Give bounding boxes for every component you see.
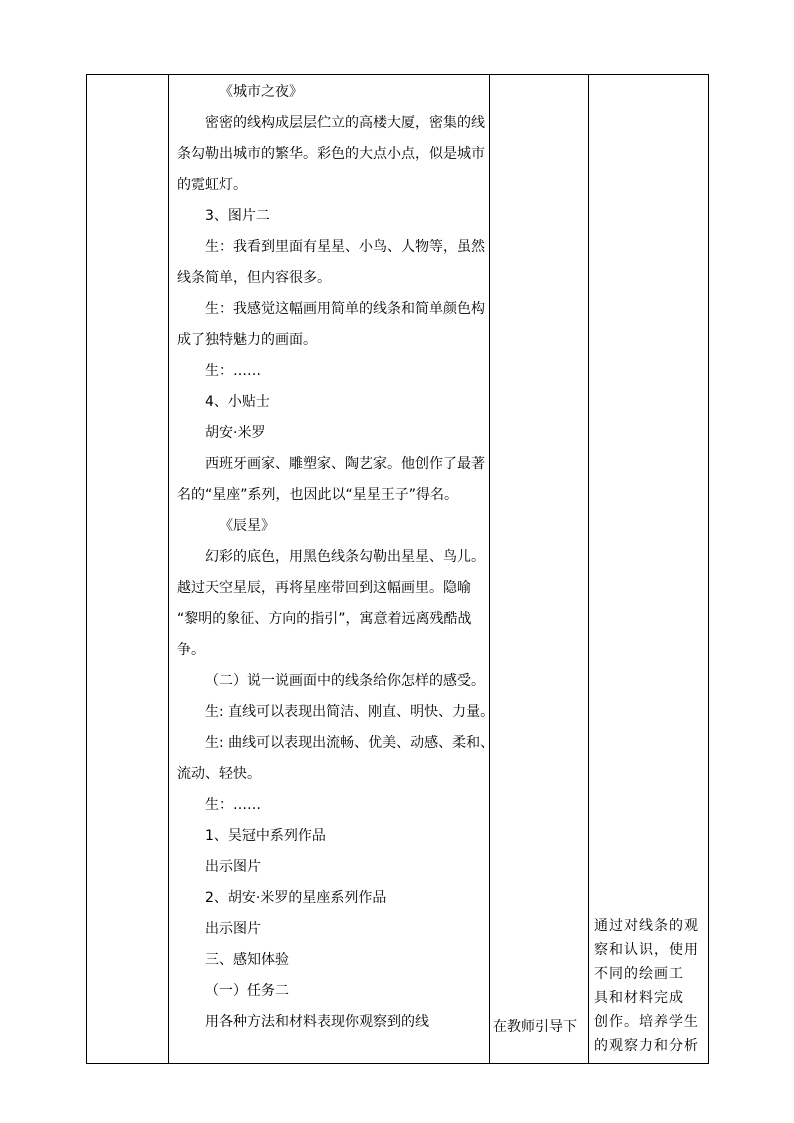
blank-cell [87,75,169,1064]
text-line: 生: 直线可以表现出简洁、刚直、明快、力量。 [205,704,495,720]
text-line: 幻彩的底色，用黑色线条勾勒出星星、鸟儿。 [205,549,485,565]
design-intent-line: 创作。培养学生 [594,1014,699,1030]
text-line: 成了独特魅力的画面。 [177,332,317,348]
text-line: 出示图片 [205,921,261,937]
text-line: 条勾勒出城市的繁华。彩色的大点小点，似是城市 [177,146,485,162]
teaching-process-content [169,75,495,1065]
design-intent-line: 具和材料完成 [594,990,684,1006]
text-line: 流动、轻快。 [177,766,261,782]
text-line: 《辰星》 [219,518,275,534]
text-line: 《城市之夜》 [219,84,303,100]
text-line: 4、小贴士 [205,394,270,410]
text-line: 生：…… [205,363,261,379]
text-line: 争。 [177,642,205,658]
design-intent-line: 不同的绘画工 [594,966,684,982]
text-line: 西班牙画家、雕塑家、陶艺家。他创作了最著 [205,456,485,472]
text-line: 出示图片 [205,859,261,875]
student-activity-cell [490,75,589,1064]
text-line: （一）任务二 [205,983,289,999]
text-line: 的霓虹灯。 [177,177,247,193]
text-line: （二）说一说画面中的线条给你怎样的感受。 [205,673,485,689]
student-activity-text: 在教师引导下 [493,1019,577,1035]
text-line: 生：我感觉这幅画用简单的线条和简单颜色构 [205,301,485,317]
design-intent-text [594,914,706,1058]
text-line: 用各种方法和材料表现你观察到的线 [205,1014,429,1030]
text-line: “黎明的象征、方向的指引”，寓意着远离残酷战 [177,611,472,627]
text-line: 2、胡安·米罗的星座系列作品 [205,890,387,906]
text-line: 生：我看到里面有星星、小鸟、人物等，虽然 [205,239,485,255]
text-line: 线条简单，但内容很多。 [177,270,331,286]
text-line: 1、吴冠中系列作品 [205,828,326,844]
teaching-process-cell [169,75,495,1064]
design-intent-line: 的观察力和分析 [594,1038,699,1054]
design-intent-line: 通过对线条的观 [594,918,699,934]
text-line: 生：…… [205,797,261,813]
text-line: 生: 曲线可以表现出流畅、优美、动感、柔和、 [205,735,495,751]
text-line: 越过天空星辰，再将星座带回到这幅画里。隐喻 [177,580,471,596]
text-line: 名的“星座”系列，也因此以“星星王子”得名。 [177,487,459,503]
text-line: 3、图片二 [205,208,270,224]
text-line: 密密的线构成层层伫立的高楼大厦，密集的线 [205,115,485,131]
text-line: 三、感知体验 [205,952,289,968]
design-intent-line: 察和认识，使用 [594,942,699,958]
text-line: 胡安·米罗 [205,425,266,441]
